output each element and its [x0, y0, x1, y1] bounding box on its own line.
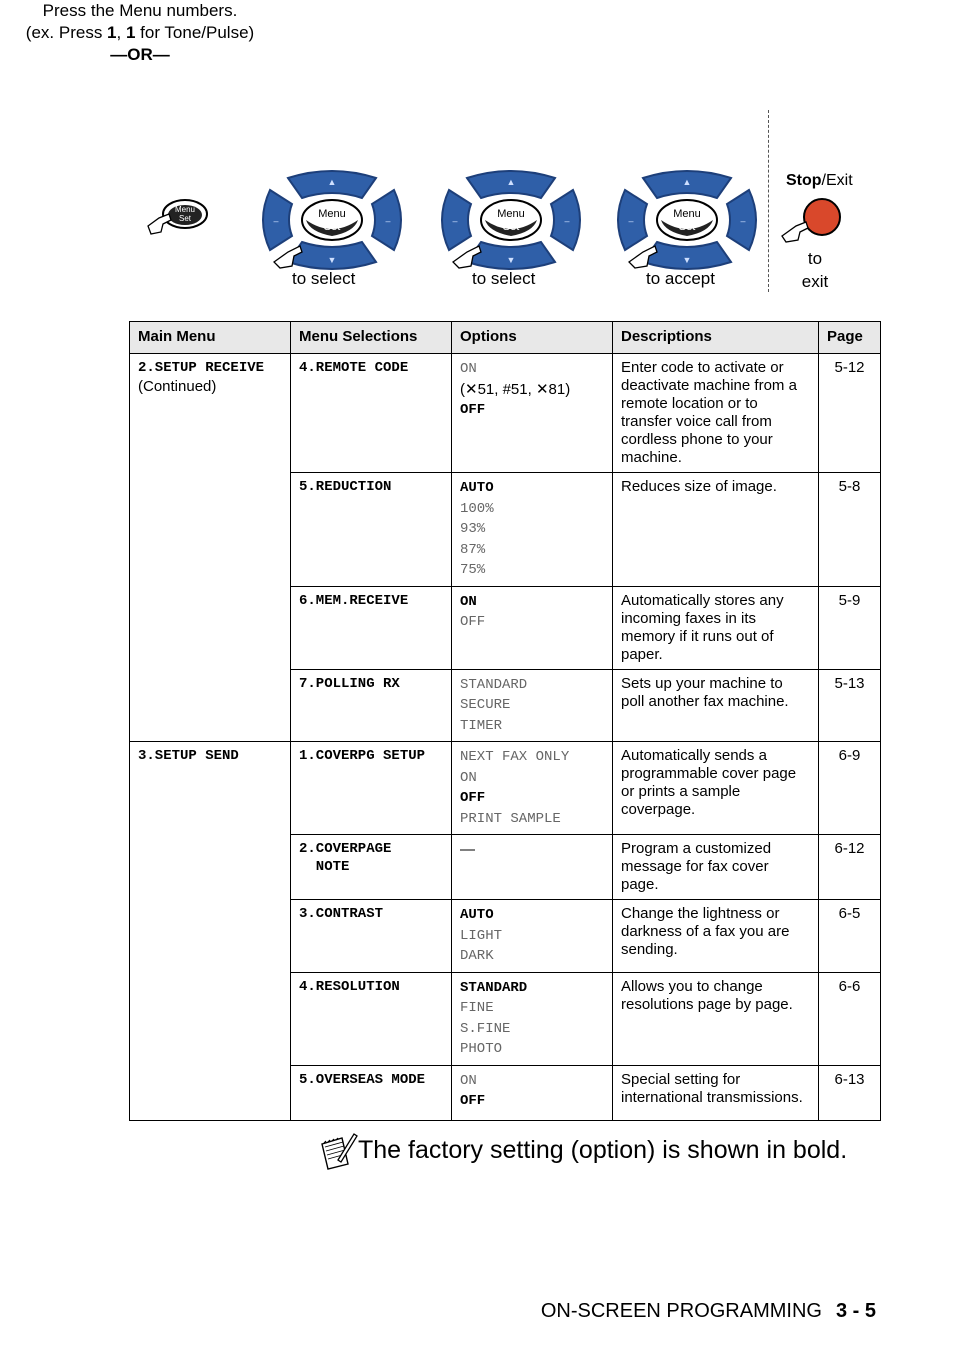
option-value: DARK [460, 948, 494, 964]
table-header-row [130, 322, 881, 354]
selection-cell [291, 354, 452, 473]
selection-code: 3.CONTRAST [299, 906, 384, 922]
note-pad-icon [318, 1130, 358, 1170]
header-main-menu: Main Menu [130, 322, 291, 354]
selection-cell [291, 669, 452, 742]
svg-text:Set: Set [678, 221, 696, 233]
option-value: SECURE [460, 697, 511, 713]
note-text: The factory setting (option) is shown in bold. [358, 1136, 848, 1164]
selection-code: 5.REDUCTION [299, 479, 392, 495]
page-reference: 6-12 [819, 835, 881, 900]
selection-code: 6.MEM.RECEIVE [299, 592, 409, 609]
svg-text:–: – [564, 216, 570, 226]
options-cell [452, 742, 613, 835]
option-value: OFF [460, 1093, 486, 1109]
svg-text:–: – [628, 216, 634, 226]
caption-exit: exit [801, 272, 829, 291]
page-reference: 5-8 [819, 473, 881, 587]
svg-text:▲: ▲ [682, 177, 692, 187]
svg-text:▲: ▲ [506, 177, 516, 187]
description-cell: Automatically stores any incoming faxes in its memory if it runs out of paper. [613, 586, 819, 669]
option-value: OFF [460, 614, 486, 630]
svg-text:–: – [740, 216, 746, 226]
header-menu-selections: Menu Selections [291, 322, 452, 354]
svg-text:Set: Set [323, 221, 341, 233]
selection-cell [291, 972, 452, 1065]
stop-label: Stop [786, 172, 822, 189]
or-separator: —OR— [110, 45, 170, 64]
page-footer [541, 1300, 876, 1323]
nav-pad-icon[interactable] [258, 168, 406, 272]
selection-cell [291, 1065, 452, 1120]
stop-exit-label [786, 172, 853, 190]
svg-text:–: – [452, 216, 458, 226]
instruction-sep: , [116, 23, 126, 42]
header-options: Options [452, 322, 613, 354]
selection-code: 1.COVERPG SETUP [299, 748, 426, 764]
options-cell [452, 900, 613, 973]
selection-cell [291, 586, 452, 669]
footer-section: ON-SCREEN PROGRAMMING [540, 1300, 822, 1322]
description-cell: Allows you to change resolutions page by page. [613, 972, 819, 1065]
stop-exit-caption [790, 247, 840, 293]
key-1-second: 1 [125, 23, 136, 42]
page-reference: 6-13 [819, 1065, 881, 1120]
exit-label: /Exit [821, 172, 853, 189]
svg-text:▼: ▼ [682, 255, 692, 265]
footer-page-number: 3 - 5 [835, 1300, 876, 1322]
divider-line [768, 110, 769, 292]
table-row [130, 742, 881, 835]
option-value: 75% [460, 562, 486, 578]
option-value: ON [460, 769, 477, 786]
nav-pad-icon[interactable] [437, 168, 585, 272]
option-value: ON [460, 593, 477, 610]
svg-text:Set: Set [178, 214, 192, 223]
page-reference: 5-13 [819, 669, 881, 742]
pad-caption: to accept [646, 269, 715, 288]
svg-text:▲: ▲ [327, 177, 337, 187]
options-cell [452, 586, 613, 669]
option-value: 87% [460, 541, 486, 558]
description-cell: Program a customized message for fax cover page. [613, 835, 819, 900]
options-cell [452, 1065, 613, 1120]
selection-code: 7.POLLING RX [299, 675, 400, 692]
selection-cell [291, 473, 452, 587]
options-cell [452, 835, 613, 900]
main-menu-code: 2.SETUP RECEIVE [138, 360, 265, 376]
menu-instructions [0, 0, 280, 66]
selection-code: 2.COVERPAGE NOTE [299, 841, 392, 875]
svg-text:–: – [385, 216, 391, 226]
selection-code: 5.OVERSEAS MODE [299, 1071, 426, 1088]
option-value: LIGHT [460, 927, 503, 944]
menu-table [129, 321, 881, 1121]
selection-cell [291, 835, 452, 900]
option-value: NEXT FAX ONLY [460, 749, 570, 765]
main-menu-cell [130, 354, 291, 742]
menu-set-key-icon [145, 196, 211, 240]
option-value: TIMER [460, 717, 503, 734]
description-cell: Special setting for international transmissions. [613, 1065, 819, 1120]
page-reference: 6-5 [819, 900, 881, 973]
selection-cell [291, 742, 452, 835]
key-1: 1 [107, 23, 117, 42]
instruction-line-1: Press the Menu numbers. [42, 1, 238, 20]
main-menu-cell [130, 742, 291, 1121]
page-reference: 6-6 [819, 972, 881, 1065]
option-value: AUTO [460, 907, 494, 923]
option-value: (✕51, #51, ✕81) [460, 380, 571, 398]
options-cell [452, 972, 613, 1065]
svg-text:Menu: Menu [673, 208, 701, 220]
selection-code: 4.RESOLUTION [299, 978, 400, 995]
svg-text:▼: ▼ [327, 255, 337, 265]
header-descriptions: Descriptions [613, 322, 819, 354]
caption-to: to [807, 249, 823, 268]
svg-text:Menu: Menu [318, 208, 346, 220]
stop-exit-button-icon[interactable] [778, 194, 844, 246]
svg-text:–: – [273, 216, 279, 226]
option-value: 93% [460, 521, 486, 537]
instruction-line-2 [0, 22, 280, 44]
pad-caption: to select [292, 269, 356, 288]
option-value: STANDARD [460, 979, 528, 996]
option-value: STANDARD [460, 676, 528, 693]
option-value: AUTO [460, 480, 494, 496]
svg-text:▼: ▼ [506, 255, 516, 265]
description-cell: Reduces size of image. [613, 473, 819, 587]
table-row [130, 354, 881, 473]
selection-code: 4.REMOTE CODE [299, 360, 409, 376]
option-value: PRINT SAMPLE [460, 810, 561, 827]
svg-text:Menu: Menu [497, 208, 525, 220]
page-reference: 5-9 [819, 586, 881, 669]
main-menu-note: (Continued) [138, 378, 217, 395]
svg-text:Set: Set [502, 221, 520, 233]
instruction-text: (ex. Press [25, 23, 108, 42]
instruction-text-end: for Tone/Pulse) [135, 23, 255, 42]
options-cell [452, 473, 613, 587]
description-cell: Enter code to activate or deactivate machine from a remote location or to transfer voice call from cordless phone to your machine. [613, 354, 819, 473]
pad-caption: to select [472, 269, 536, 288]
header-page: Page [819, 322, 881, 354]
option-value: OFF [460, 402, 486, 418]
options-cell [452, 354, 613, 473]
option-value: — [460, 841, 475, 858]
page-reference: 5-12 [819, 354, 881, 473]
option-value: ON [460, 1072, 477, 1089]
option-value: PHOTO [460, 1041, 503, 1057]
note-line [318, 1130, 847, 1170]
option-value: 100% [460, 500, 494, 517]
nav-pad-icon[interactable] [613, 168, 761, 272]
option-value: S.FINE [460, 1020, 511, 1037]
page-reference: 6-9 [819, 742, 881, 835]
selection-cell [291, 900, 452, 973]
option-value: ON [460, 361, 477, 377]
option-value: OFF [460, 790, 486, 806]
main-menu-code: 3.SETUP SEND [138, 748, 239, 764]
options-cell [452, 669, 613, 742]
description-cell: Sets up your machine to poll another fax machine. [613, 669, 819, 742]
svg-text:Menu: Menu [174, 205, 196, 214]
option-value: FINE [460, 1000, 494, 1016]
description-cell: Change the lightness or darkness of a fax you are sending. [613, 900, 819, 973]
description-cell: Automatically sends a programmable cover page or prints a sample coverpage. [613, 742, 819, 835]
